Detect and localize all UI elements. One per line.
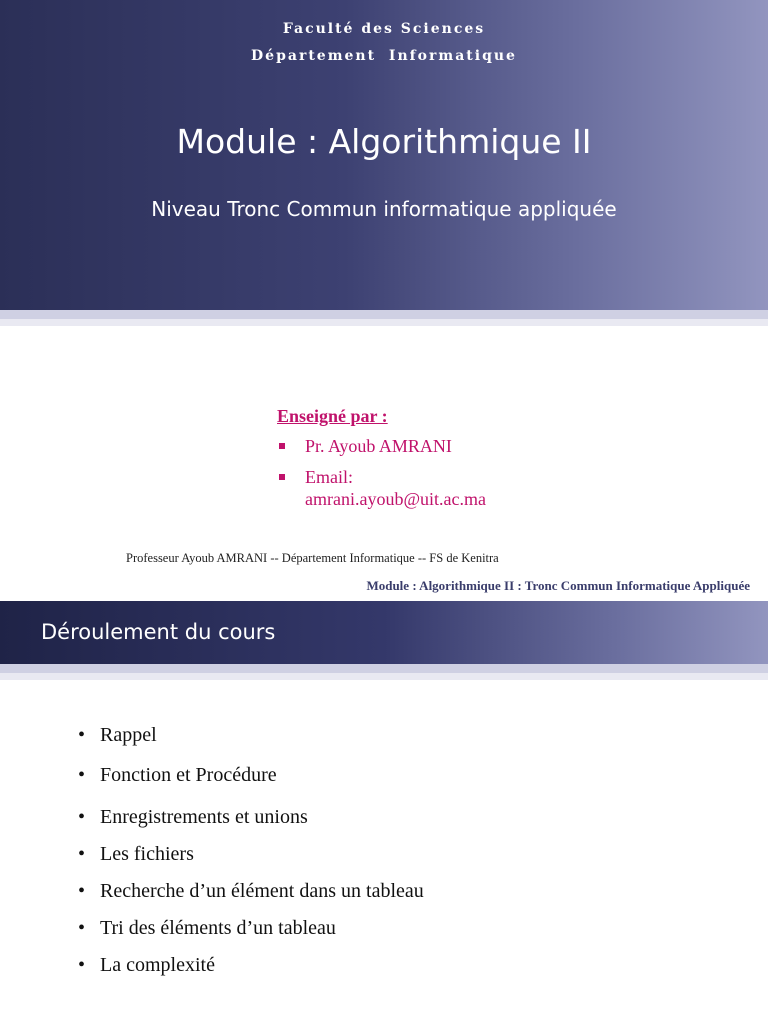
bullet-icon: •: [78, 806, 86, 828]
list-item: [78, 841, 458, 867]
list-item: [78, 762, 458, 788]
list-item: [78, 878, 458, 904]
list-item: [78, 952, 458, 978]
bullet-icon: •: [78, 764, 86, 786]
course-item-label: Les fichiers: [100, 843, 194, 865]
square-bullet-icon: [279, 474, 285, 480]
divider-stripe: [0, 310, 768, 319]
footer-author: Professeur Ayoub AMRANI -- Département Informatique -- FS de Kenitra: [126, 551, 499, 565]
course-item-label: Fonction et Procédure: [100, 764, 277, 786]
bullet-icon: •: [78, 954, 86, 976]
slide-subtitle: Niveau Tronc Commun informatique appliquée: [151, 197, 617, 221]
list-item: [277, 435, 486, 457]
list-item: [78, 804, 458, 830]
list-item: [78, 722, 458, 748]
course-outline: [78, 722, 458, 978]
course-item-label: La complexité: [100, 954, 215, 976]
slide2-heading: Déroulement du cours: [41, 620, 276, 644]
taught-by-section: [277, 406, 486, 519]
bullet-icon: •: [78, 724, 86, 746]
slide2-header-band: [0, 601, 768, 664]
slide1-header-band: [0, 0, 768, 310]
list-item: [78, 915, 458, 941]
department-name: Département Informatique: [251, 48, 517, 64]
course-item-label: Recherche d’un élément dans un tableau: [100, 880, 424, 902]
footer-module: Module : Algorithmique II : Tronc Commun Informatique Appliquée: [366, 578, 750, 593]
course-item-label: Tri des éléments d’un tableau: [100, 917, 336, 939]
list-item: [277, 466, 486, 510]
divider-stripe-light: [0, 319, 768, 326]
faculty-name: Faculté des Sciences: [282, 21, 486, 37]
course-item-label: Rappel: [100, 724, 157, 746]
bullet-icon: •: [78, 917, 86, 939]
bullet-icon: •: [78, 880, 86, 902]
bullet-icon: •: [78, 843, 86, 865]
course-outline-list: [78, 722, 458, 978]
square-bullet-icon: [279, 443, 285, 449]
teacher-info-list: [277, 435, 486, 510]
taught-by-label: Enseigné par :: [277, 406, 388, 426]
slide-title: Module : Algorithmique II: [176, 122, 592, 161]
divider-stripe: [0, 664, 768, 673]
teacher-name: Pr. Ayoub AMRANI: [305, 436, 452, 456]
email-label: Email:: [305, 467, 353, 487]
divider-stripe-light: [0, 673, 768, 680]
email-value: amrani.ayoub@uit.ac.ma: [305, 489, 487, 509]
course-item-label: Enregistrements et unions: [100, 806, 308, 828]
